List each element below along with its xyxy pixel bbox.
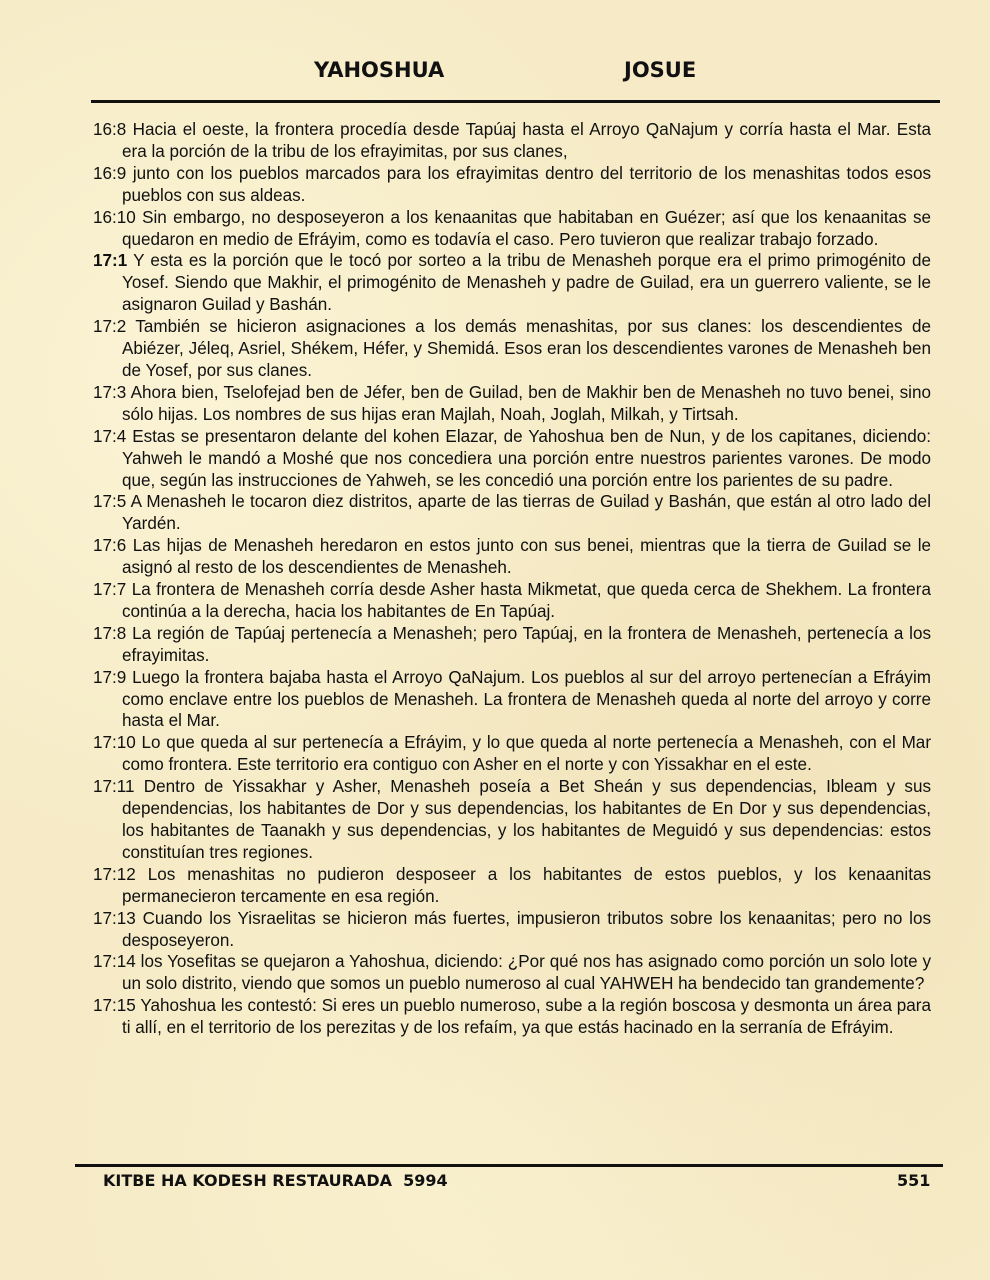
verse-reference: 17:6	[93, 536, 127, 556]
verse-reference: 17:1	[93, 251, 128, 271]
verse-text: junto con los pueblos marcados para los efrayimitas dentro del territorio de los menashitas todos esos pueblos con sus aldeas.	[122, 163, 931, 205]
verse-reference: 17:10	[93, 733, 136, 753]
verse-reference: 17:8	[93, 623, 127, 643]
verse-paragraph	[93, 382, 931, 426]
verse-paragraph	[93, 491, 931, 535]
verse-text: Y esta es la porción que le tocó por sorteo a la tribu de Menasheh porque era el primo primogénito de Yosef. Siendo que Makhir, el primogénito de Menasheh y padre de Guilad, era un guerrero valiente, se le asignaron Guilad y Bashán.	[122, 251, 931, 315]
header-title-hebrew: YAHOSHUA	[314, 58, 445, 82]
verse-reference: 17:14	[93, 952, 136, 972]
header-rule	[91, 100, 940, 103]
verse-paragraph	[93, 250, 931, 316]
page-number: 551	[897, 1171, 931, 1190]
verse-paragraph	[93, 732, 931, 776]
page-header	[0, 58, 990, 90]
verse-reference: 17:7	[93, 580, 127, 600]
verse-paragraph	[93, 535, 931, 579]
footer-rule	[75, 1164, 943, 1167]
verse-paragraph	[93, 995, 931, 1039]
verse-reference: 17:4	[93, 426, 127, 446]
verse-paragraph	[93, 667, 931, 733]
verse-text: Estas se presentaron delante del kohen Elazar, de Yahoshua ben de Nun, y de los capitanes, diciendo: Yahweh le mandó a Moshé que nos concediera una porción entre nuestros parientes varones. De modo que, según las instrucciones de Yahweh, se les concedió una porción entre los parientes de su padre.	[122, 426, 931, 490]
verse-reference: 17:3	[93, 382, 127, 402]
verse-text: los Yosefitas se quejaron a Yahoshua, diciendo: ¿Por qué nos has asignado como porción un solo lote y un solo distrito, viendo que somos un pueblo numeroso al cual YAHWEH ha bendecido tan grandemente?	[122, 952, 932, 994]
verse-paragraph	[93, 864, 931, 908]
footer-book-title: KITBE HA KODESH RESTAURADA 5994	[103, 1171, 448, 1190]
verse-reference: 17:11	[93, 777, 135, 797]
verse-reference: 17:13	[93, 908, 136, 928]
verse-paragraph	[93, 908, 931, 952]
header-title-spanish: JOSUE	[624, 58, 697, 82]
verse-paragraph	[93, 207, 931, 251]
verse-reference: 17:9	[93, 667, 127, 687]
verse-reference: 17:15	[93, 996, 136, 1016]
verse-text: Ahora bien, Tselofejad ben de Jéfer, ben de Guilad, ben de Makhir ben de Menasheh no tuvo benei, sino sólo hijas. Los nombres de sus hijas eran Majlah, Noah, Joglah, Milkah, y Tirtsah.	[122, 382, 931, 424]
verse-text: Lo que queda al sur pertenecía a Efráyim, y lo que queda al norte pertenecía a Menasheh, con el Mar como frontera. Este territorio era contiguo con Asher en el norte y con Yissakhar en el este.	[122, 733, 932, 775]
verse-reference: 17:2	[93, 317, 127, 337]
verse-list	[93, 119, 931, 1039]
verse-text: También se hicieron asignaciones a los demás menashitas, por sus clanes: los descendientes de Abiézer, Jéleq, Asriel, Shékem, Héfer, y Shemidá. Esos eran los descendientes varones de Menasheh ben de Yosef, por sus clanes.	[122, 317, 931, 380]
verse-text: Hacia el oeste, la frontera procedía desde Tapúaj hasta el Arroyo QaNajum y corría hasta el Mar. Esta era la porción de la tribu de los efrayimitas, por sus clanes,	[122, 120, 932, 161]
verse-text: La región de Tapúaj pertenecía a Menasheh; pero Tapúaj, en la frontera de Menasheh, pertenecía a los efrayimitas.	[122, 623, 931, 665]
verse-text: Las hijas de Menasheh heredaron en estos junto con sus benei, mientras que la tierra de Guilad se le asignó al resto de los descendientes de Menasheh.	[122, 536, 932, 578]
verse-paragraph	[93, 163, 931, 207]
verse-text: Los menashitas no pudieron desposeer a los habitantes de estos pueblos, y los kenaanitas permanecieron tercamente en esa región.	[122, 864, 931, 906]
verse-paragraph	[93, 579, 931, 623]
verse-text: La frontera de Menasheh corría desde Asher hasta Mikmetat, que queda cerca de Shekhem. La frontera continúa a la derecha, hacia los habitantes de En Tapúaj.	[122, 580, 932, 621]
verse-paragraph	[93, 776, 931, 864]
verse-text: Cuando los Yisraelitas se hicieron más fuertes, impusieron tributos sobre los kenaanitas; pero no los desposeyeron.	[122, 908, 932, 950]
verse-reference: 16:8	[93, 120, 127, 139]
page-footer	[0, 1171, 990, 1195]
verse-paragraph	[93, 316, 931, 382]
verse-reference: 16:10	[93, 207, 136, 227]
verse-reference: 16:9	[93, 163, 127, 183]
verse-text: Luego la frontera bajaba hasta el Arroyo QaNajum. Los pueblos al sur del arroyo pertenecían a Efráyim como enclave entre los pueblos de Menasheh. La frontera de Menasheh queda al norte del arroyo y corre hasta el Mar.	[122, 667, 932, 731]
verse-reference: 17:5	[93, 492, 127, 512]
verse-text: Sin embargo, no desposeyeron a los kenaanitas que habitaban en Guézer; así que los kenaanitas se quedaron en medio de Efráyim, como es todavía el caso. Pero tuvieron que realizar trabajo forzado.	[122, 207, 932, 249]
verse-text: Yahoshua les contestó: Si eres un pueblo numeroso, sube a la región boscosa y desmonta un área para ti allí, en el territorio de los perezitas y de los refaím, ya que estás hacinado en la serranía de Efráyim.	[122, 996, 931, 1038]
verse-text: A Menasheh le tocaron diez distritos, aparte de las tierras de Guilad y Bashán, que están al otro lado del Yardén.	[122, 492, 931, 534]
verse-paragraph	[93, 426, 931, 492]
verse-reference: 17:12	[93, 864, 136, 884]
verse-paragraph	[93, 119, 931, 163]
verse-text: Dentro de Yissakhar y Asher, Menasheh poseía a Bet Sheán y sus dependencias, Ibleam y sus dependencias, los habitantes de Dor y sus dependencias, los habitantes de En Dor y sus dependencias, los habitantes de Taanakh y sus dependencias, y los habitantes de Meguidó y sus dependencias: estos constituían tres regiones.	[122, 777, 931, 862]
verse-paragraph	[93, 951, 931, 995]
verse-paragraph	[93, 623, 931, 667]
